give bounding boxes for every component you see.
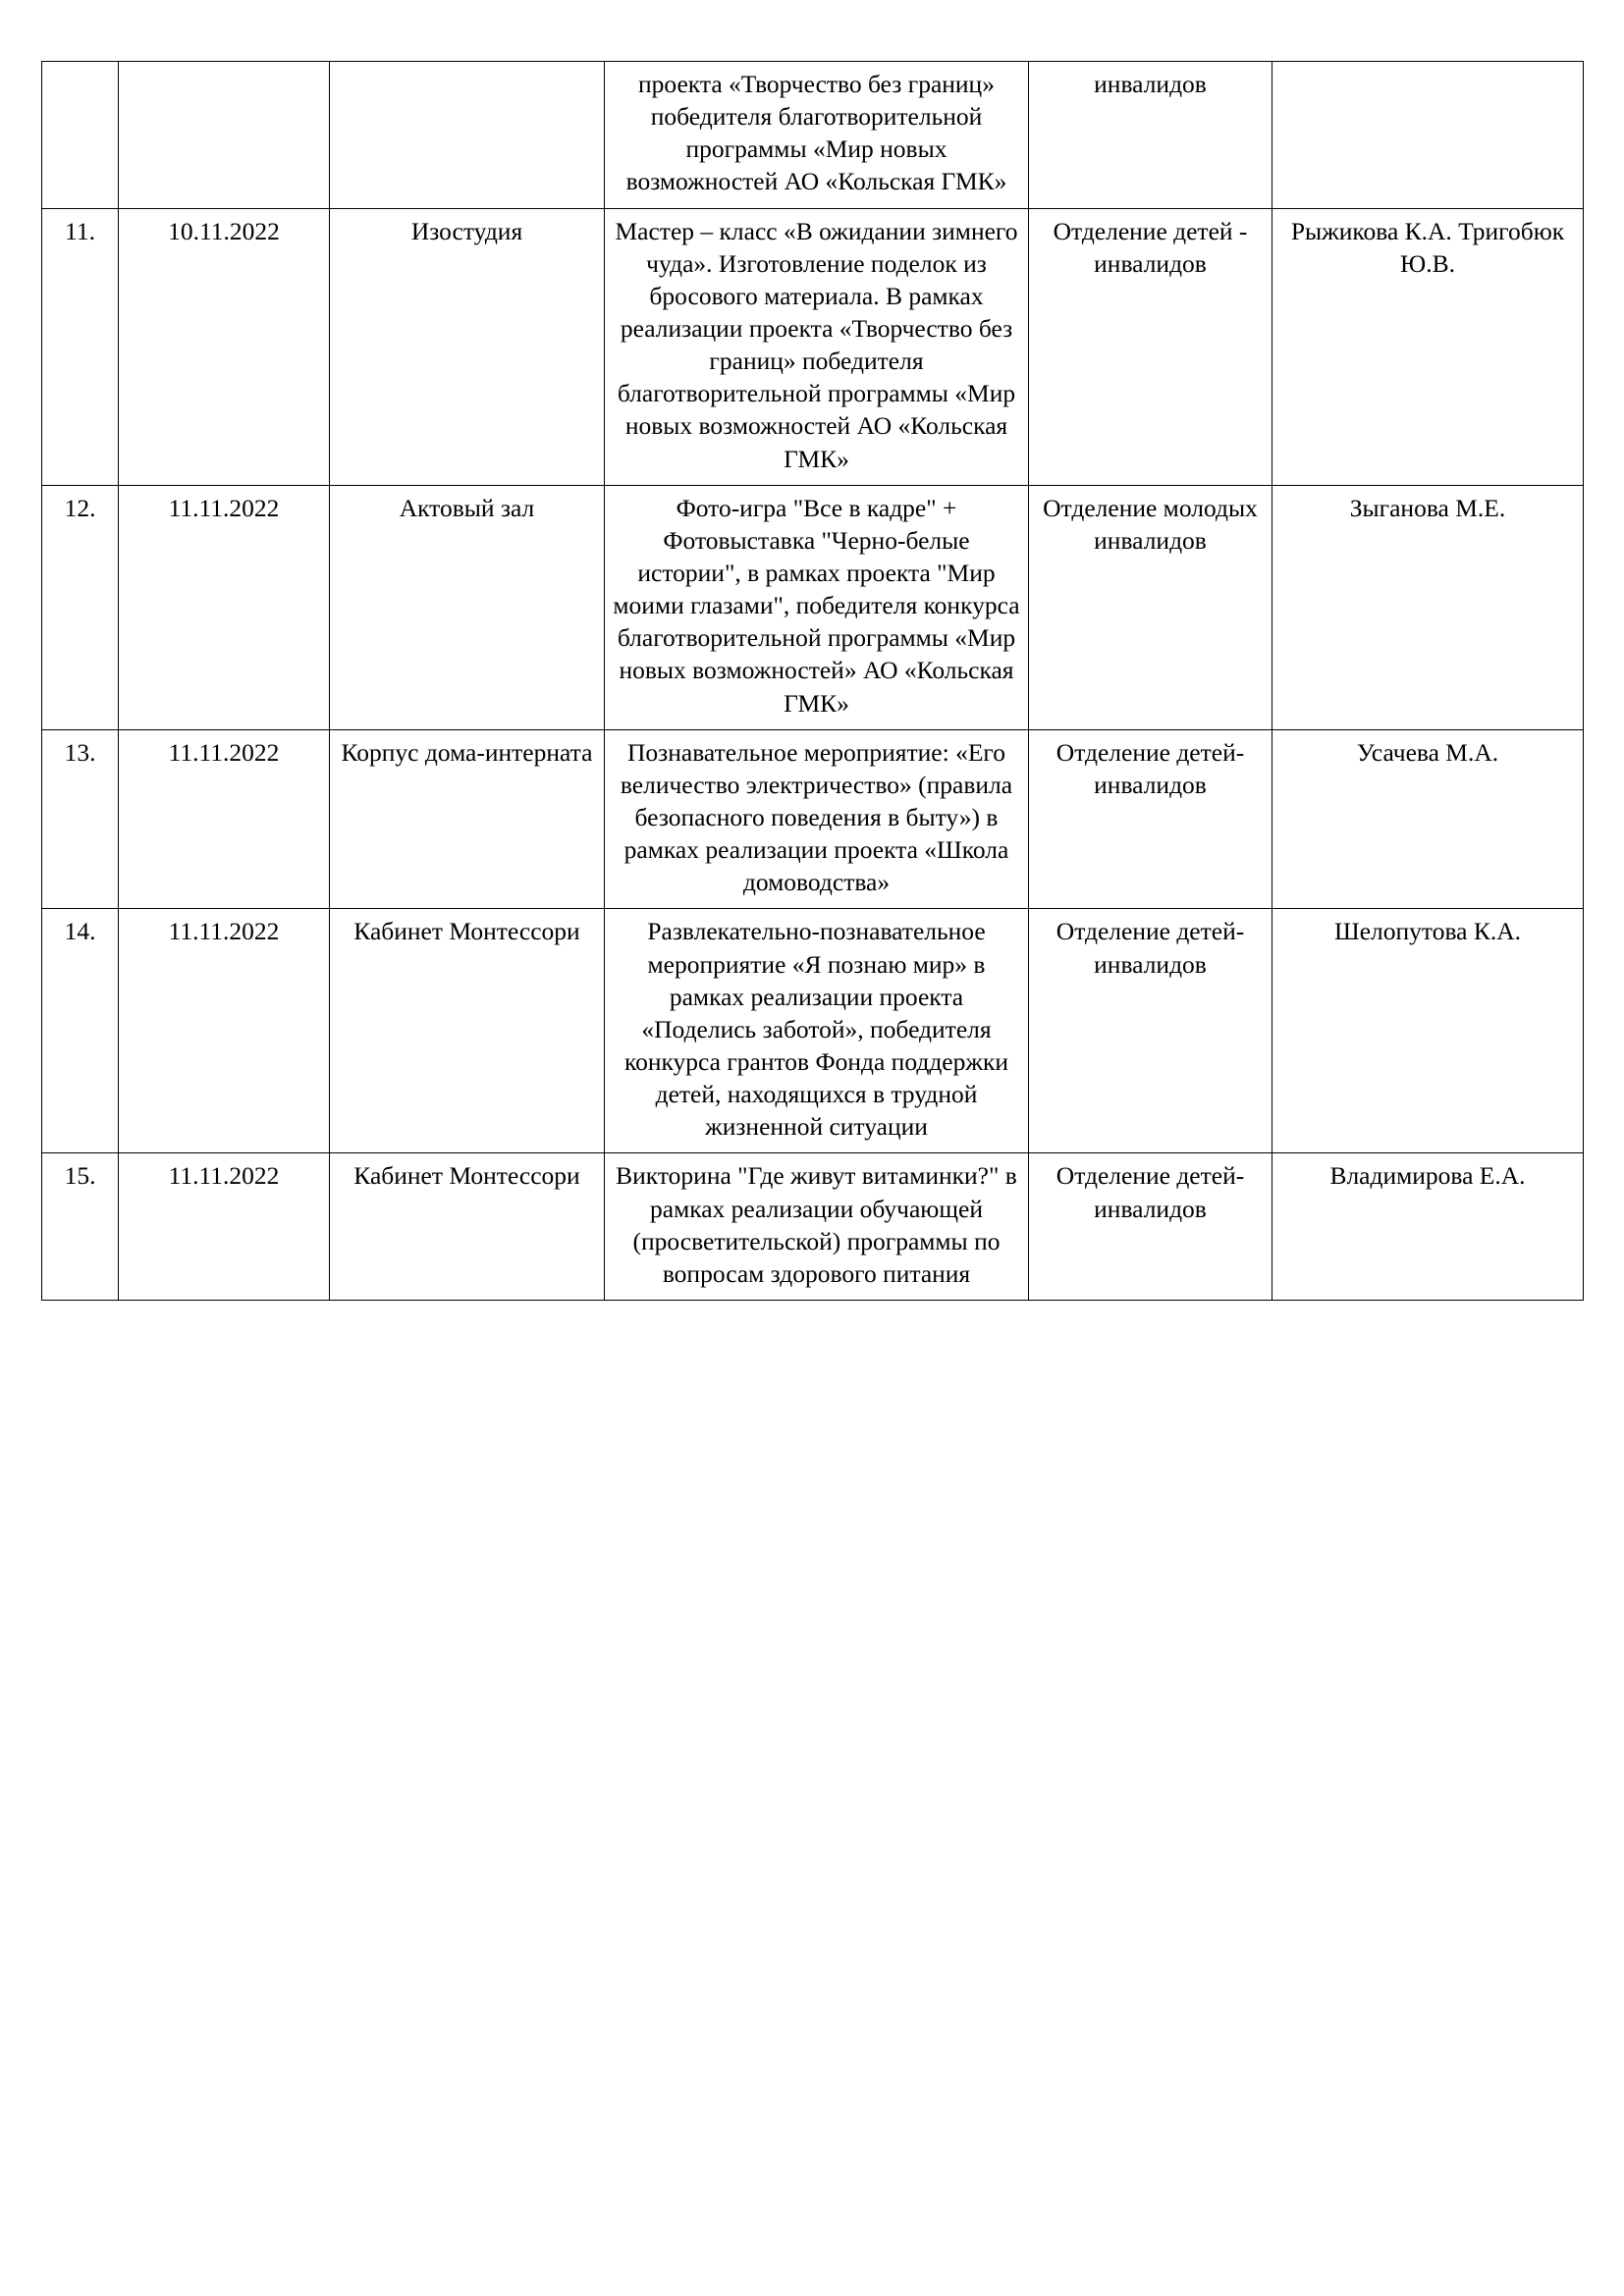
row-description: Фото-игра "Все в кадре" + Фотовыставка "Черно-белые истории", в рамках проекта "Мир моими глазами", победителя конкурса благотворительной программы «Мир новых возможностей» АО «Кольская ГМК» (605, 485, 1029, 729)
row-place: Корпус дома-интерната (330, 729, 605, 909)
row-place: Изостудия (330, 208, 605, 485)
row-date (119, 62, 330, 209)
row-number: 12. (42, 485, 119, 729)
row-audience: Отделение молодых инвалидов (1029, 485, 1272, 729)
row-date: 11.11.2022 (119, 729, 330, 909)
row-responsible: Рыжикова К.А. Тригобюк Ю.В. (1272, 208, 1584, 485)
table-row (42, 62, 1584, 209)
row-audience: Отделение детей-инвалидов (1029, 729, 1272, 909)
row-number: 15. (42, 1153, 119, 1301)
row-date: 11.11.2022 (119, 1153, 330, 1301)
events-table (41, 61, 1584, 1301)
table-body (42, 62, 1584, 1301)
row-date: 11.11.2022 (119, 485, 330, 729)
row-number: 13. (42, 729, 119, 909)
row-responsible: Зыганова М.Е. (1272, 485, 1584, 729)
table-row (42, 208, 1584, 485)
row-audience: инвалидов (1029, 62, 1272, 209)
row-place: Актовый зал (330, 485, 605, 729)
row-date: 10.11.2022 (119, 208, 330, 485)
row-description: Викторина "Где живут витаминки?" в рамках реализации обучающей (просветительской) программы по вопросам здорового питания (605, 1153, 1029, 1301)
row-number: 11. (42, 208, 119, 485)
row-place (330, 62, 605, 209)
row-description: проекта «Творчество без границ» победителя благотворительной программы «Мир новых возможностей АО «Кольская ГМК» (605, 62, 1029, 209)
row-audience: Отделение детей - инвалидов (1029, 208, 1272, 485)
row-date: 11.11.2022 (119, 909, 330, 1153)
row-audience: Отделение детей-инвалидов (1029, 1153, 1272, 1301)
row-responsible: Усачева М.А. (1272, 729, 1584, 909)
table-row (42, 1153, 1584, 1301)
row-description: Познавательное мероприятие: «Его величество электричество» (правила безопасного поведения в быту») в рамках реализации проекта «Школа домоводства» (605, 729, 1029, 909)
row-number (42, 62, 119, 209)
row-responsible (1272, 62, 1584, 209)
row-description: Развлекательно-познавательное мероприятие «Я познаю мир» в рамках реализации проекта «Поделись заботой», победителя конкурса грантов Фонда поддержки детей, находящихся в трудной жизненной ситуации (605, 909, 1029, 1153)
row-place: Кабинет Монтессори (330, 909, 605, 1153)
row-responsible: Шелопутова К.А. (1272, 909, 1584, 1153)
table-row (42, 909, 1584, 1153)
row-description: Мастер – класс «В ожидании зимнего чуда». Изготовление поделок из бросового материала. В рамках реализации проекта «Творчество без границ» победителя благотворительной программы «Мир новых возможностей АО «Кольская ГМК» (605, 208, 1029, 485)
row-place: Кабинет Монтессори (330, 1153, 605, 1301)
row-responsible: Владимирова Е.А. (1272, 1153, 1584, 1301)
table-row (42, 729, 1584, 909)
table-row (42, 485, 1584, 729)
row-number: 14. (42, 909, 119, 1153)
row-audience: Отделение детей-инвалидов (1029, 909, 1272, 1153)
